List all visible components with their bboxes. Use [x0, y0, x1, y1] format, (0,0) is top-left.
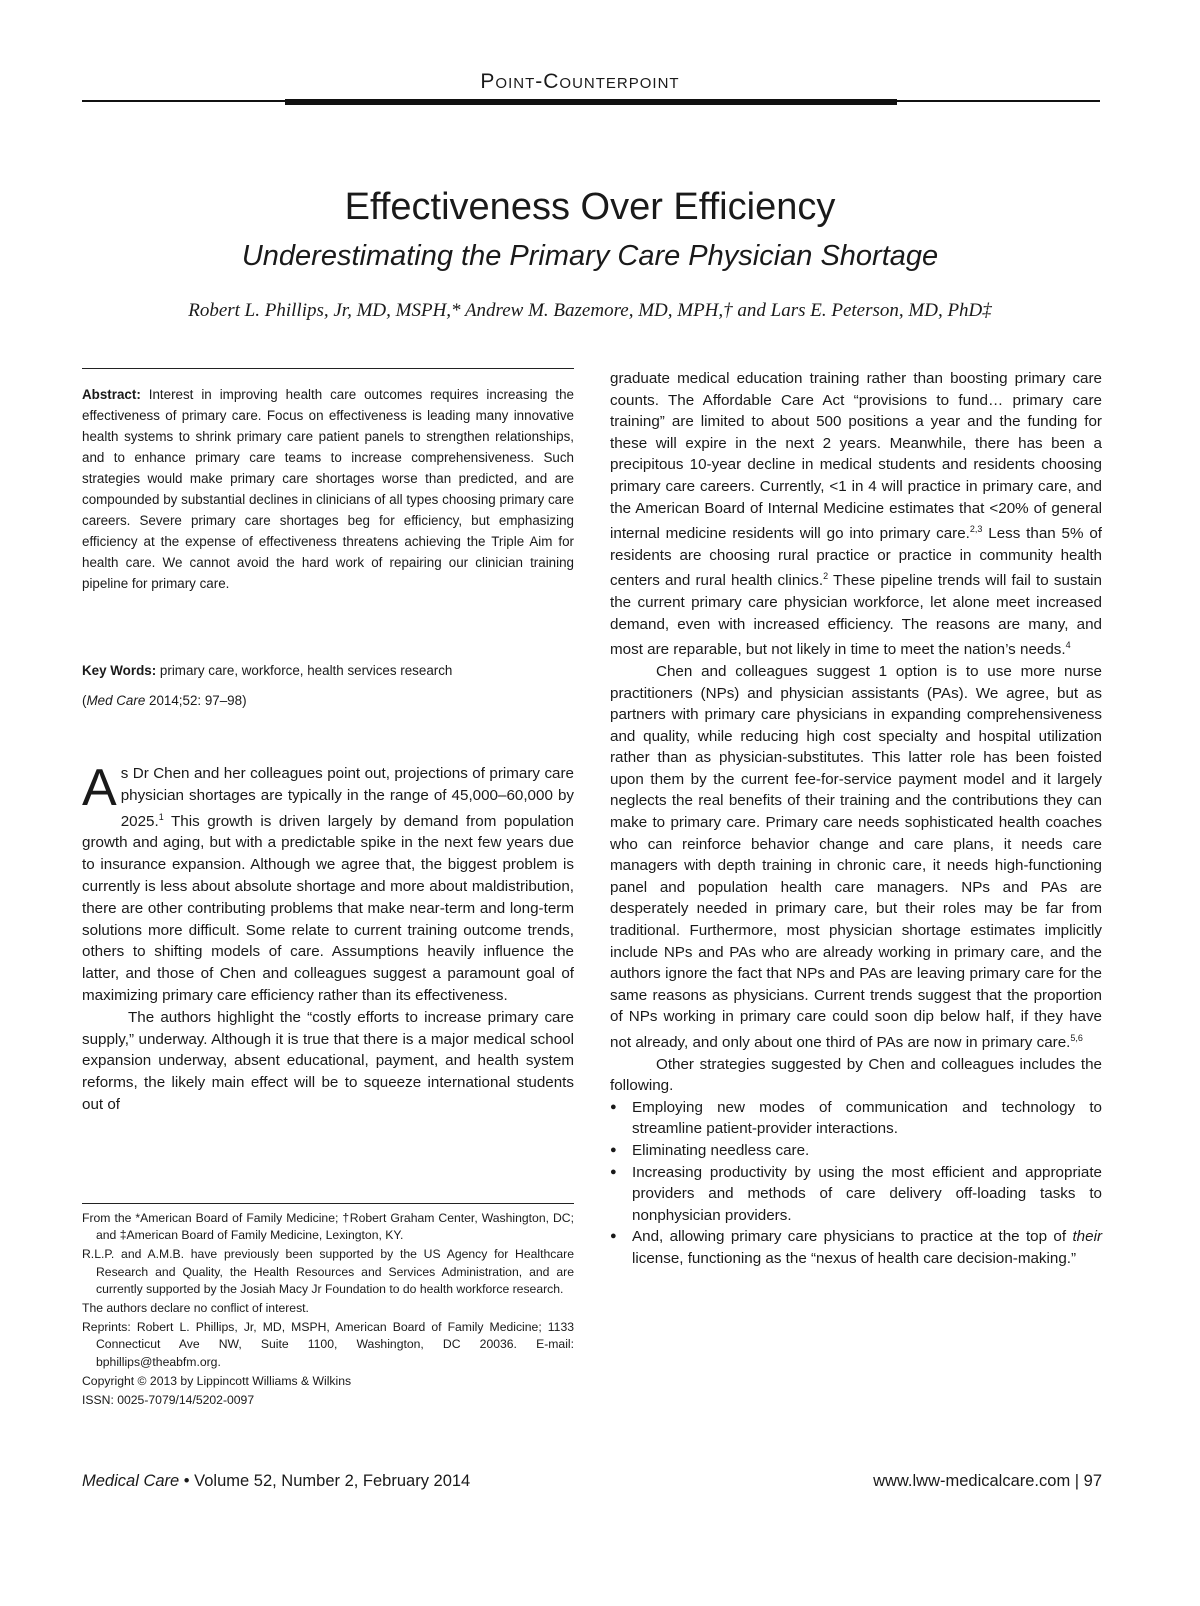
- abstract-text: Interest in improving health care outcomes requires increasing the effectiveness of primary care. Focus on effectiveness is leading many innovative health systems to shrink primary care patient panels to strengthen relationships, and to enhance primary care teams to increase comprehensiveness. Such strategies would make primary care shortages worse than predicted, and are compounded by substantial declines in clinicians of all types choosing primary care careers. Severe primary care shortages beg for efficiency, but emphasizing efficiency at the expense of effectiveness threatens achieving the Triple Aim for health care. We cannot avoid the hard work of repairing our clinician training pipeline for primary care.: [82, 387, 574, 591]
- emphasis-text: their: [1072, 1228, 1102, 1246]
- footnote: Reprints: Robert L. Phillips, Jr, MD, MSPH, American Board of Family Medicine; 1133 Connecticut Ave NW, Suite 1100, Washington, DC 20036. E-mail: bphillips@theabfm.org.: [82, 1320, 574, 1369]
- body-text: And, allowing primary care physicians to practice at the top of: [632, 1228, 1073, 1246]
- citation-rest: 2014;52: 97–98): [149, 693, 247, 708]
- drop-cap: A: [82, 759, 117, 817]
- body-text: These pipeline trends will fail to sustain the current primary care physician workforce, let alone meet increased demand, even with increased efficiency. The reasons are many, and most are reparable, but not likely in time to meet the nation’s needs.: [610, 572, 1102, 659]
- citation: [82, 693, 574, 708]
- footnotes: [82, 1210, 574, 1411]
- keywords-text: primary care, workforce, health services research: [159, 663, 453, 678]
- keywords: [82, 660, 574, 681]
- list-item: ● Eliminating needless care.: [610, 1140, 1102, 1162]
- footnote-rule: [82, 1203, 574, 1204]
- body-left-column: [82, 759, 574, 1116]
- body-text: Less than 5% of residents are choosing rural practice or practice in community health centers and rural health clinics.: [610, 525, 1103, 590]
- ref-superscript: 1: [158, 811, 164, 822]
- citation-open: (: [82, 693, 87, 708]
- body-paragraph: [610, 661, 1102, 1054]
- citation-journal: Med Care: [86, 693, 146, 708]
- section-label: Point-Counterpoint: [480, 70, 680, 93]
- article-authors: Robert L. Phillips, Jr, MD, MSPH,* Andrew M. Bazemore, MD, MPH,† and Lars E. Peterson, MD, PhD‡: [188, 300, 992, 321]
- article-subtitle: Underestimating the Primary Care Physician Shortage: [241, 240, 939, 272]
- footnote: R.L.P. and A.M.B. have previously been supported by the US Agency for Healthcare Research and Quality, the Health Resources and Services Administration, and are currently supported by the Josiah Macy Jr Foundation to do health workforce research.: [82, 1247, 574, 1296]
- body-paragraph: Other strategies suggested by Chen and colleagues includes the following.: [610, 1055, 1102, 1095]
- body-text: Chen and colleagues suggest 1 option is to use more nurse practitioners (NPs) and physician assistants (PAs). We agree, but as partners with primary care physicians in expanding comprehensiveness and quality, while reducing high cost specialty and hospital utilization rather than as physician-substitutes. This latter role has been foisted upon them by the current fee-for-service payment model and it largely neglects the real benefits of their training and the contributions they can make to primary care. Primary care needs sophisticated health coaches who can reinforce behavior change and care plans, it needs care managers with depth training in chronic care, it needs high-functioning panel and population health care managers. NPs and PAs are desperately needed in primary care, but their roles may be far from traditional. Furthermore, most physician shortage estimates implicitly include NPs and PAs who are already working in primary care, and the authors ignore the fact that NPs and PAs are leaving primary care for the same reasons as physicians. Current trends suggest that the proportion of NPs working in primary care could soon dip below half, if they have not already, and only about one third of PAs are now in primary care.: [610, 662, 1102, 1052]
- footer-page: www.lww-medicalcare.com | 97: [873, 1472, 1102, 1490]
- body-text: license, functioning as the “nexus of health care decision-making.”: [632, 1250, 1077, 1267]
- footnote: The authors declare no conflict of interest.: [82, 1301, 309, 1316]
- body-text: graduate medical education training rather than boosting primary care counts. The Affordable Care Act “provisions to fund… primary care training” are limited to about 500 positions a year and the funding for these will expire in the next 2 years. Meanwhile, there has been a precipitous 10-year decline in medical students and residents choosing primary care careers. Currently, <1 in 4 will practice in primary care, and the American Board of Internal Medicine estimates that <20% of general internal medicine residents will go into primary care.: [610, 370, 1102, 543]
- body-paragraph: The authors highlight the “costly efforts to increase primary care supply,” underway. Although it is true that there is a major medical school expansion underway, absent educational, payment, and health system reforms, the likely main effect will be to squeeze international students out of: [82, 1008, 574, 1114]
- ref-superscript: 5,6: [1070, 1033, 1083, 1043]
- body-text: This growth is driven largely by demand from population growth and aging, but with a predictable spike in the next few years due to insurance expansion. Although we agree that, the biggest problem is currently is less about absolute shortage and more about maldistribution, there are other contributing problems that make near-term and long-term solutions more difficult. Some relate to current training outcome trends, others to shifting models of care. Assumptions heavily influence the latter, and those of Chen and colleagues suggest a paramount goal of maximizing primary care efficiency rather than its effectiveness.: [82, 812, 574, 1005]
- abstract-label: Abstract:: [82, 387, 141, 402]
- footnote: Copyright © 2013 by Lippincott Williams & Wilkins: [82, 1373, 352, 1388]
- body-right-column: [610, 368, 1102, 1270]
- ref-superscript: 2,3: [969, 524, 983, 535]
- footer-journal: [82, 1472, 470, 1491]
- list-item: [610, 1226, 1102, 1269]
- abstract: [82, 384, 574, 594]
- ref-superscript: 2: [823, 571, 829, 582]
- body-paragraph: [610, 368, 1102, 661]
- article-title: Effectiveness Over Efficiency: [344, 186, 836, 228]
- footer-issue: • Volume 52, Number 2, February 2014: [179, 1472, 471, 1490]
- abstract-rule: [82, 368, 574, 369]
- ref-superscript: 4: [1065, 640, 1071, 651]
- list-item: ● Increasing productivity by using the most efficient and appropriate providers and methods of care delivery off-loading tasks to nonphysician providers.: [610, 1162, 1102, 1227]
- body-paragraph: [82, 759, 574, 1007]
- footnote: From the *American Board of Family Medicine; †Robert Graham Center, Washington, DC; and ‡American Board of Family Medicine, Lexington, KY.: [82, 1211, 574, 1243]
- body-text: s Dr Chen and her colleagues point out, projections of primary care physician shortages are typically in the range of 45,000–60,000 by 2025.: [120, 765, 574, 830]
- strategy-list: [610, 1097, 1102, 1270]
- footnote: ISSN: 0025-7079/14/5202-0097: [82, 1393, 255, 1408]
- keywords-label: Key Words:: [82, 663, 157, 678]
- header-rule-bold: [285, 99, 897, 105]
- footer-journal-name: Medical Care: [82, 1472, 180, 1490]
- list-item: ● Employing new modes of communication and technology to streamline patient-provider interactions.: [610, 1097, 1102, 1140]
